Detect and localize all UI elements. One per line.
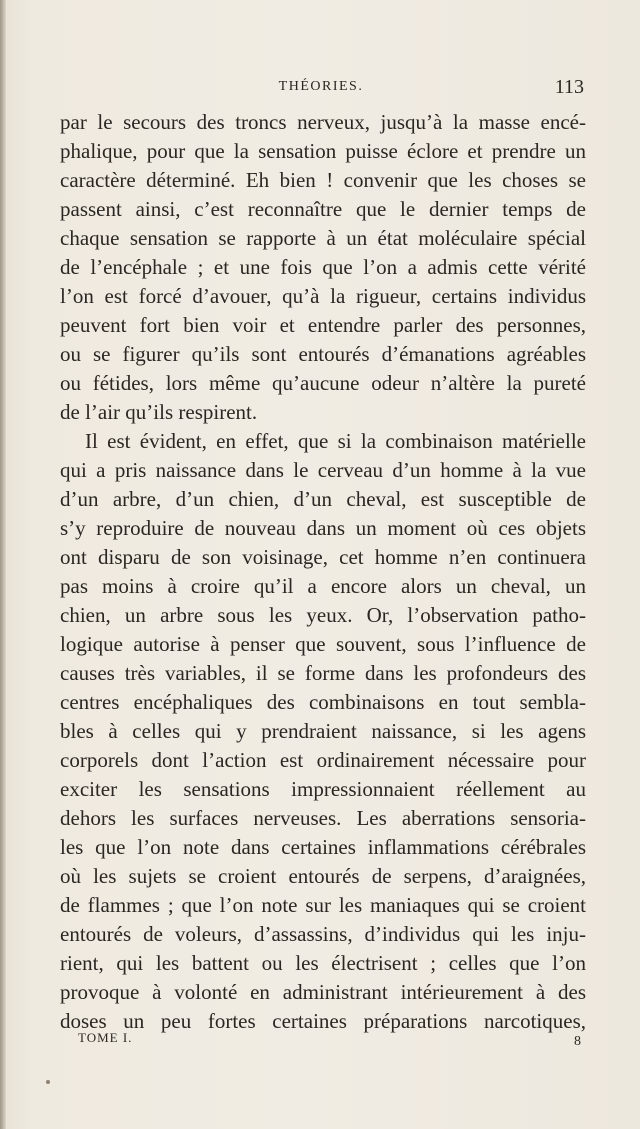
text-line: où les sujets se croient entourés de serpens, d’araignées, xyxy=(60,864,586,888)
text-line: de l’encéphale ; et une fois que l’on a admis cette vérité xyxy=(60,255,586,279)
text-line: d’un arbre, d’un chien, d’un cheval, est susceptible de xyxy=(60,487,586,511)
text-line: chaque sensation se rapporte à un état moléculaire spécial xyxy=(60,226,586,250)
page-binding-edge xyxy=(0,0,6,1129)
text-line: passent ainsi, c’est reconnaître que le dernier temps de xyxy=(60,197,586,221)
text-line: provoque à volonté en administrant intérieurement à des xyxy=(60,980,586,1004)
body-text xyxy=(60,108,586,1036)
volume-marker: TOME I. xyxy=(78,1030,133,1045)
page-footer xyxy=(78,1030,588,1054)
text-line: les que l’on note dans certaines inflammations cérébrales xyxy=(60,835,586,859)
text-line: l’on est forcé d’avouer, qu’à la rigueur, certains individus xyxy=(60,284,586,308)
text-line: ont disparu de son voisinage, cet homme n’en continuera xyxy=(60,545,586,569)
text-line: caractère déterminé. Eh bien ! convenir que les choses se xyxy=(60,168,586,192)
text-line: ou se figurer qu’ils sont entourés d’émanations agréables xyxy=(60,342,586,366)
text-line: corporels dont l’action est ordinairement nécessaire pour xyxy=(60,748,586,772)
text-line: Il est évident, en effet, que si la combinaison matérielle xyxy=(85,429,586,453)
text-line: doses un peu fortes certaines préparations narcotiques, xyxy=(60,1009,586,1033)
text-line: de l’air qu’ils respirent. xyxy=(60,400,258,424)
text-line: dehors les surfaces nerveuses. Les aberrations sensoria- xyxy=(60,806,586,830)
text-line: s’y reproduire de nouveau dans un moment où ces objets xyxy=(60,516,586,540)
text-line: exciter les sensations impressionnaient réellement au xyxy=(60,777,586,801)
page-number: 113 xyxy=(554,76,584,98)
text-line: bles à celles qui y prendraient naissance, si les agens xyxy=(60,719,586,743)
page-header xyxy=(58,76,584,100)
running-title: THÉORIES. xyxy=(278,79,364,94)
text-line: rient, qui les battent ou les électrisent ; celles que l’on xyxy=(60,951,586,975)
text-line: chien, un arbre sous les yeux. Or, l’observation patho- xyxy=(60,603,586,627)
text-line: peuvent fort bien voir et entendre parler des personnes, xyxy=(60,313,586,337)
text-line: pas moins à croire qu’il a encore alors un cheval, un xyxy=(60,574,586,598)
text-line: causes très variables, il se forme dans les profondeurs des xyxy=(60,661,586,685)
signature-mark: 8 xyxy=(574,1034,581,1049)
text-line: entourés de voleurs, d’assassins, d’individus qui les inju- xyxy=(60,922,586,946)
text-line: logique autorise à penser que souvent, sous l’influence de xyxy=(60,632,586,656)
text-line: de flammes ; que l’on note sur les maniaques qui se croient xyxy=(60,893,586,917)
text-line: phalique, pour que la sensation puisse éclore et prendre un xyxy=(60,139,586,163)
text-line: par le secours des troncs nerveux, jusqu’à la masse encé- xyxy=(60,110,586,134)
text-line: centres encéphaliques des combinaisons en tout sembla- xyxy=(60,690,586,714)
text-line: ou fétides, lors même qu’aucune odeur n’altère la pureté xyxy=(60,371,586,395)
text-line: qui a pris naissance dans le cerveau d’un homme à la vue xyxy=(60,458,586,482)
paper-speck xyxy=(46,1080,50,1084)
